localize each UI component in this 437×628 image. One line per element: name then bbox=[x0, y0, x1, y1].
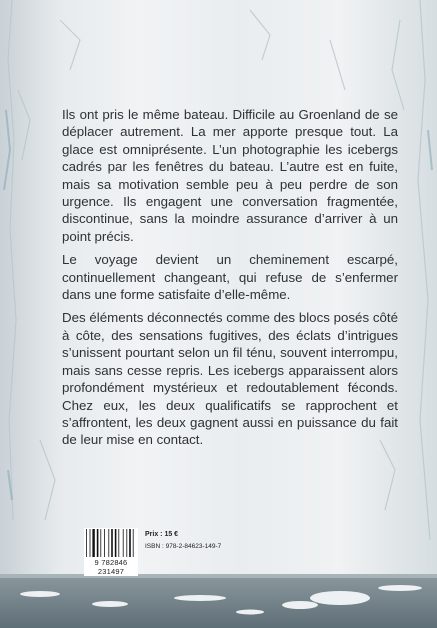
barcode-bar bbox=[90, 529, 91, 557]
barcode-bar bbox=[86, 529, 87, 557]
barcode-bar bbox=[123, 529, 124, 557]
isbn-label: ISBN : 978-2-84623-149-7 bbox=[145, 543, 222, 550]
barcode-bar bbox=[126, 529, 127, 557]
barcode-bar bbox=[97, 529, 99, 557]
blurb-paragraph: Le voyage devient un cheminement escarpé, continuellement changeant, qui refuse de s’enfermer dans une forme satisfaite d’elle-même. bbox=[62, 252, 398, 303]
back-cover-blurb bbox=[62, 106, 398, 455]
barcode-bar bbox=[111, 529, 113, 557]
barcode-bar bbox=[92, 529, 94, 557]
barcode-number: 9 782846 231497 bbox=[84, 558, 138, 576]
price-label: Prix : 15 € bbox=[145, 531, 179, 538]
barcode-bar bbox=[104, 529, 105, 557]
barcode-bar bbox=[133, 529, 134, 557]
blurb-paragraph: Des éléments déconnectés comme des blocs posés côté à côte, des sensations fugitives, des éclats d’intrigues s’unissent pourtant selon un fil ténu, souvent interrompu, mais sans cesse repris. Les icebergs apparaissent alors profondément mystérieux et redoutablement féconds. Chez eux, les deux qualificatifs se rapprochent et s’affrontent, les deux gagnent aussi en puissance du fait de leur mise en contact. bbox=[62, 310, 398, 448]
barcode-bar bbox=[118, 529, 119, 557]
blurb-paragraph: Ils ont pris le même bateau. Difficile au Groenland de se déplacer autrement. La mer apporte presque tout. La glace est omniprésente. L’un photographie les icebergs cadrés par les fenêtres du bateau. L’autre est en fuite, mais sa motivation semble peu à peu perdre de son urgence. Ils engagent une conversation fragmentée, discontinue, sans la moindre assurance d’arriver à un point précis. bbox=[62, 107, 398, 244]
barcode-bar bbox=[115, 529, 117, 557]
barcode-bar bbox=[129, 529, 131, 557]
barcode-bar bbox=[108, 529, 109, 557]
barcode-bar bbox=[100, 529, 101, 557]
